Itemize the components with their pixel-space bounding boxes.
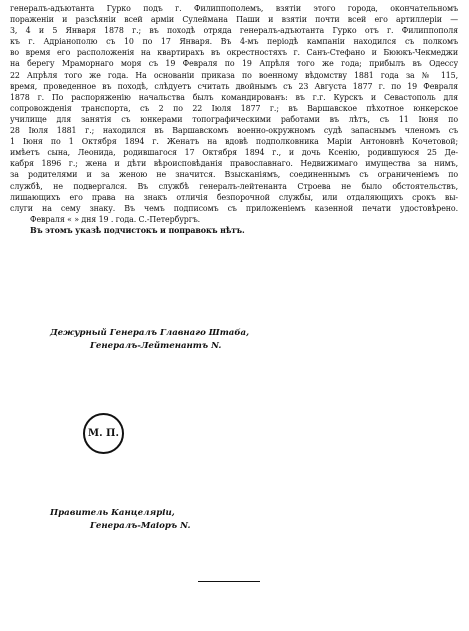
body-line: 1 Іюня по 1 Октября 1894 г. Женатъ на вдовѣ подполковника Маріи Антоновнѣ Кочетовой; [10, 137, 458, 147]
body-line: генералъ-адъютанта Гурко подъ г. Филиппополемъ, взятіи этого города, окончательномъ [10, 4, 458, 13]
body-text [10, 3, 458, 236]
body-line: имѣетъ сына, Леонида, родившагося 17 Октября 1894 г., и дочь Ксенію, родившуюся 25 Де- [10, 148, 458, 158]
signature-title: Правитель Канцеляріи, [50, 508, 175, 518]
body-line: во время его расположенія на квартирахъ въ окрестностяхъ г. Санъ-Стефано и Бююкъ-Чекмеджи [10, 48, 458, 58]
body-line: 3, 4 и 5 Января 1878 г.; въ походѣ отряда генералъ-адъютанта Гурко отъ г. Филиппополя [10, 26, 458, 36]
body-line: время, проведенное въ походѣ, слѣдуетъ считать двойнымъ съ 23 Августа 1877 г. по 19 Февраля [10, 81, 458, 91]
body-line: 22 Апрѣля того же года. На основаніи приказа по военному вѣдомству 1881 года за № 115, [10, 70, 458, 80]
body-line: на берегу Мраморнаго моря съ 19 Февраля по 19 Апрѣля того же года; прибылъ въ Одессу [10, 59, 458, 69]
body-line: кабря 1896 г.; жена и дѣти вѣроисповѣданія православнаго. Недвижимаго имущества за нимъ, [10, 159, 458, 169]
signature-title: Дежурный Генералъ Главнаго Штаба, [50, 328, 250, 338]
signature-rank: Генералъ-Маіоръ N. [90, 521, 191, 531]
body-line: Февраля « » дня 19 . года. С.-Петербургъ. [30, 214, 201, 224]
body-line: лишающихъ его права на знакъ отличія безпорочной службы, или отдаляющихъ срокъ вы- [10, 192, 458, 202]
body-line: 28 Іюля 1881 г.; находился въ Варшавскомъ военно-окружномъ судѣ запаснымъ членомъ съ [10, 126, 458, 136]
seal-stamp [83, 413, 124, 454]
body-line: къ г. Адріанополю съ 10 по 17 Января. Въ 4-мъ періодѣ кампаніи находился съ полкомъ [10, 37, 458, 47]
body-line: за родителями и за женою не значится. Взысканіямъ, соединеннымъ съ ограниченіемъ по [10, 170, 458, 180]
footer-divider [198, 581, 260, 582]
body-line: училище для занятія съ юнкерами топографическими работами въ лѣтъ, съ 11 Іюня по [10, 114, 458, 124]
body-line: пораженіи и разсѣяніи всей арміи Сулеймана Паши и взятіи почти всей его артиллеріи — [10, 15, 458, 25]
no-corrections-note: Въ этомъ указѣ подчистокъ и поправокъ нѣтъ. [30, 225, 245, 235]
body-line: 1878 г. По распоряженію начальства былъ командированъ: въ г.г. Курскъ и Севастополь для [10, 92, 458, 102]
body-line: службѣ, не подвергался. Въ службѣ генералъ-лейтенанта Строева не было обстоятельствъ, [10, 181, 458, 191]
signature-block-chancellery [50, 507, 190, 533]
seal-label: М. П. [88, 428, 119, 439]
signature-block-duty-general [50, 327, 249, 353]
body-line: сопровожденія транспорта, съ 2 по 22 Іюля 1877 г.; въ Варшавское пѣхотное юнкерское [10, 103, 458, 113]
body-line: слуги на сему знаку. Въ чемъ подписомъ съ приложеніемъ казенной печати удостовѣрено. [10, 203, 458, 213]
signature-rank: Генералъ-Лейтенантъ N. [90, 341, 222, 351]
